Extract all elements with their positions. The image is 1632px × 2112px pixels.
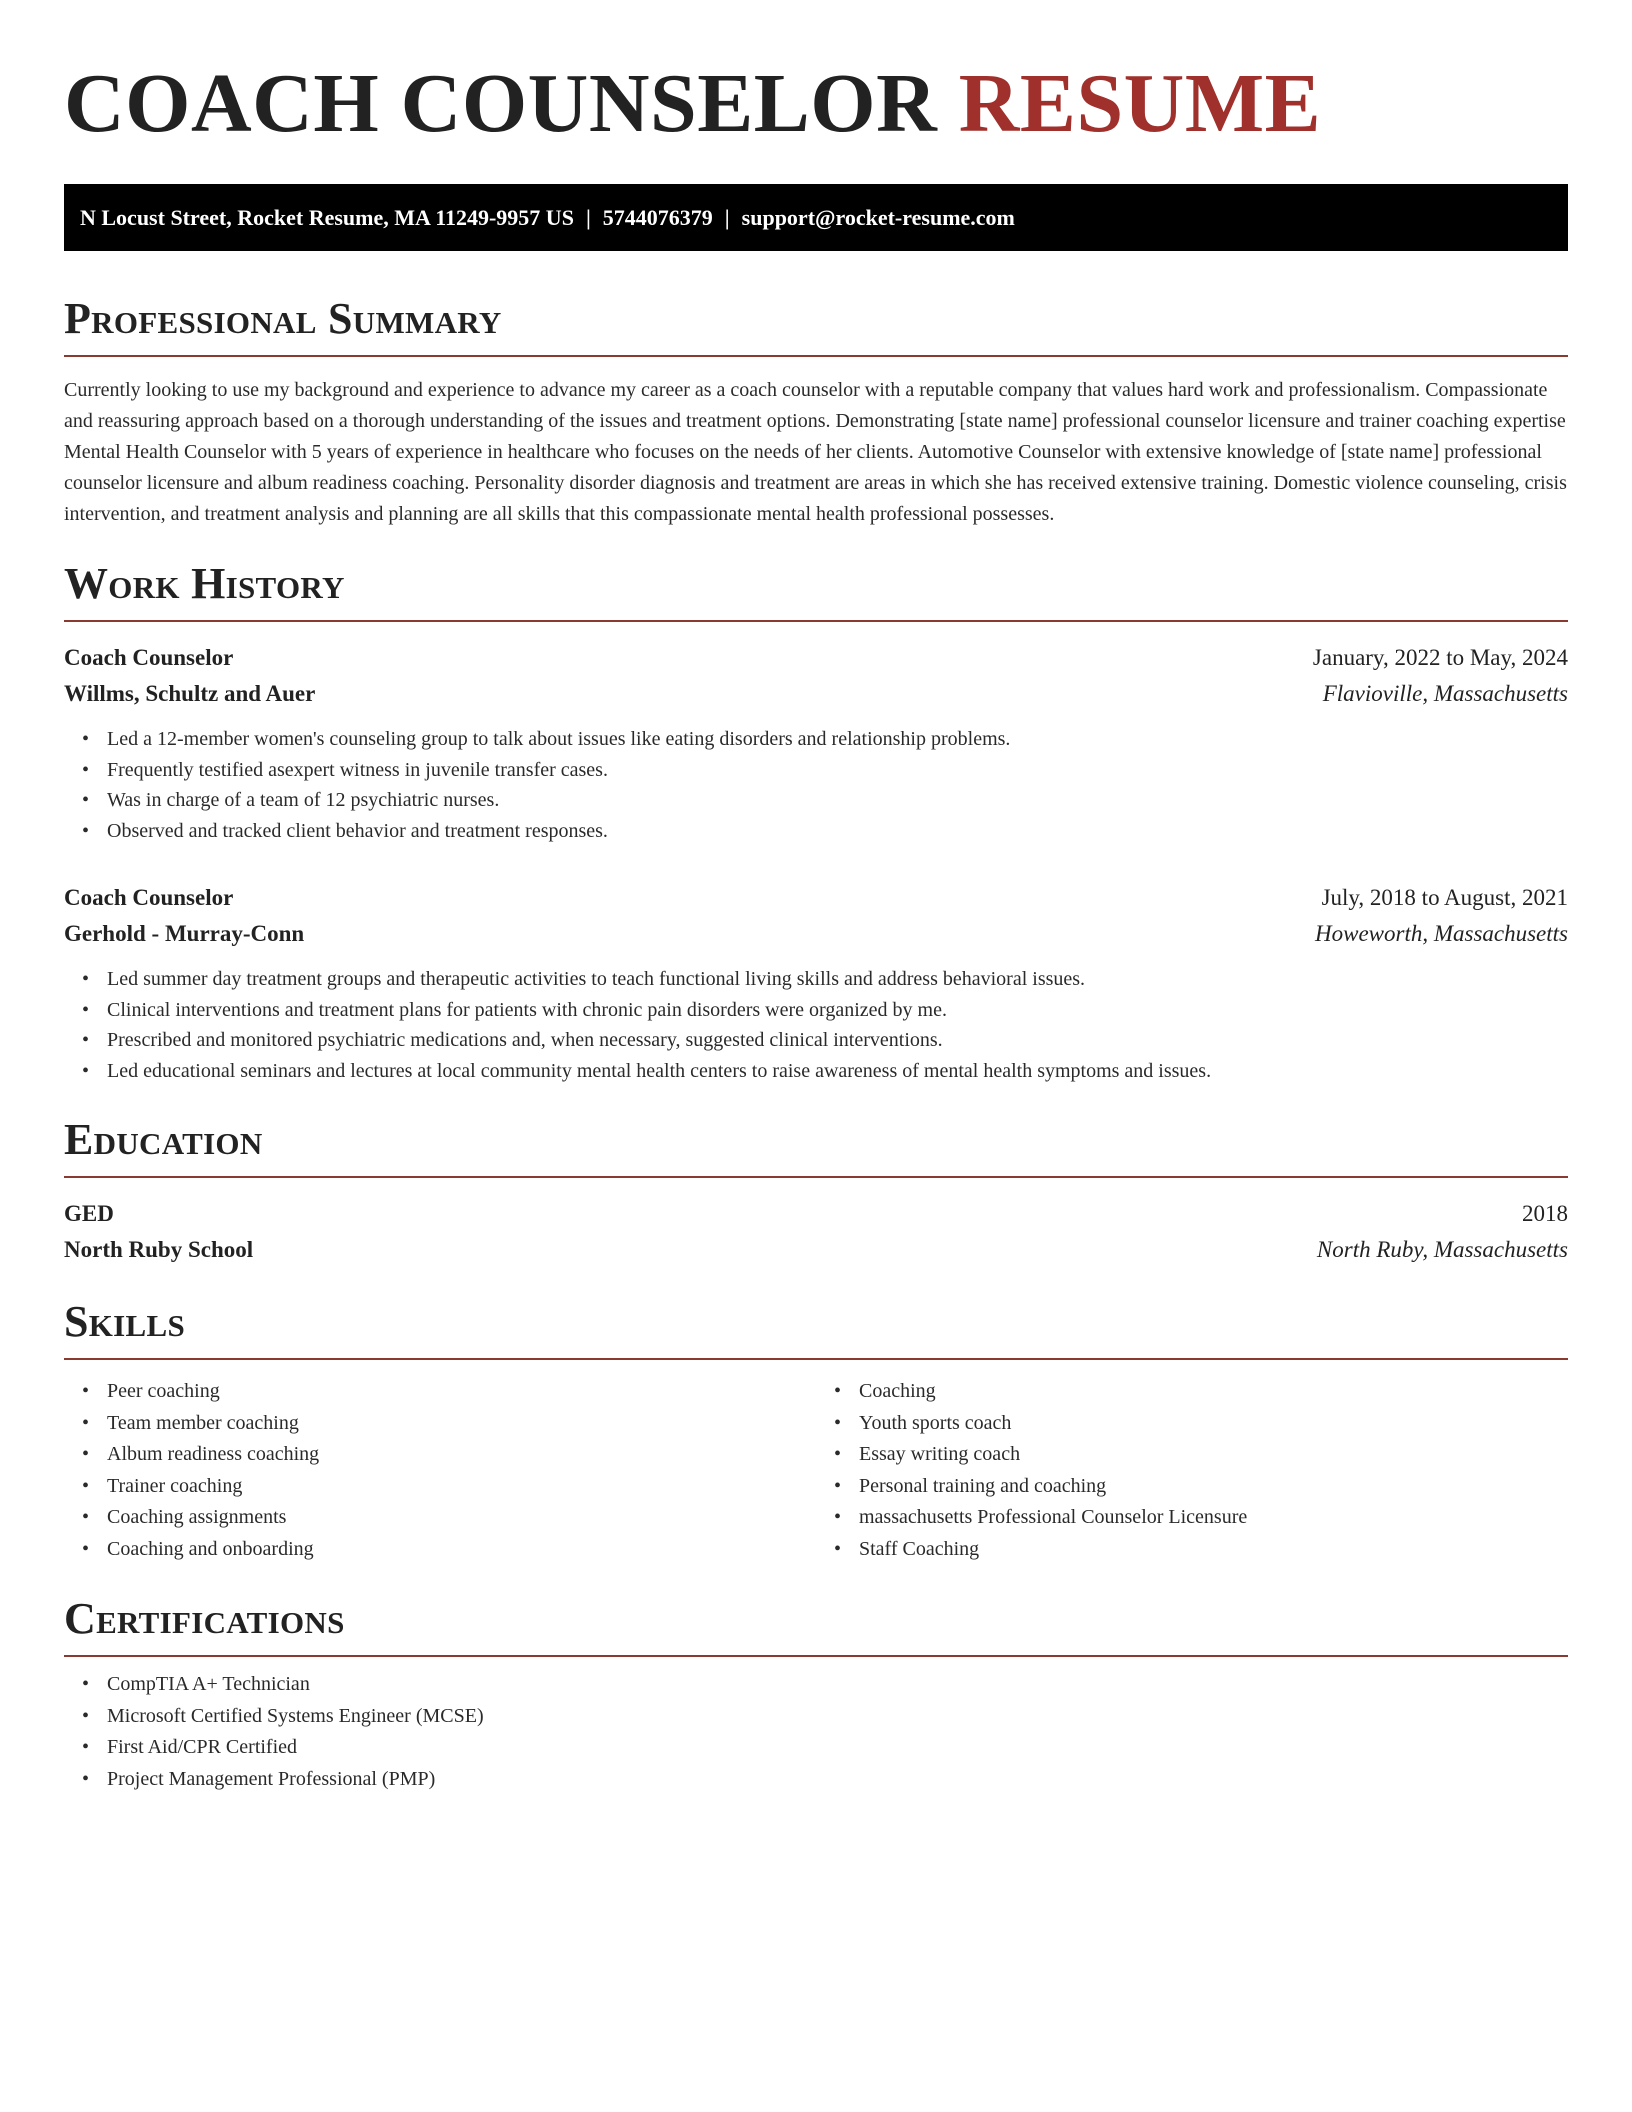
job-bullets (64, 964, 1568, 1086)
skill-item: • Youth sports coach (859, 1408, 1568, 1440)
education-entry (64, 1196, 1568, 1268)
summary-heading: Professional Summary (64, 294, 502, 343)
certifications-heading: Certifications (64, 1594, 345, 1643)
skills-grid (64, 1372, 1568, 1565)
skill-item: • Coaching (859, 1376, 1568, 1408)
section-divider (64, 1655, 1568, 1657)
job-bullet: • Clinical interventions and treatment plans for patients with chronic pain disorders were organized by me. (107, 995, 1568, 1026)
certification-item: • First Aid/CPR Certified (107, 1732, 1568, 1764)
title-accent: RESUME (958, 57, 1322, 150)
job-bullet: • Frequently testified asexpert witness in juvenile transfer cases. (107, 755, 1568, 786)
title-main: COACH COUNSELOR (64, 57, 938, 150)
job-location: Flavioville, Massachusetts (1322, 681, 1568, 706)
certification-item: • Microsoft Certified Systems Engineer (MCSE) (107, 1701, 1568, 1733)
certifications-list (64, 1669, 1568, 1795)
skills-column-right (816, 1372, 1568, 1565)
skill-item: • Team member coaching (107, 1408, 816, 1440)
education-location: North Ruby, Massachusetts (1316, 1237, 1568, 1262)
contact-bar (64, 184, 1568, 251)
job-dates: July, 2018 to August, 2021 (1321, 885, 1568, 910)
skill-item: • massachusetts Professional Counselor Licensure (859, 1502, 1568, 1534)
job-bullet: • Prescribed and monitored psychiatric medications and, when necessary, suggested clinical interventions. (107, 1025, 1568, 1056)
education-school: North Ruby School (64, 1237, 254, 1262)
work-history-heading: Work History (64, 559, 345, 608)
resume-title (64, 56, 1568, 152)
section-divider (64, 1358, 1568, 1360)
job-bullet: • Was in charge of a team of 12 psychiatric nurses. (107, 785, 1568, 816)
contact-email: support@rocket-resume.com (741, 205, 1015, 230)
job-company-row (64, 916, 1568, 952)
education-school-row (64, 1232, 1568, 1268)
job-bullets (64, 724, 1568, 846)
skill-item: • Trainer coaching (107, 1471, 816, 1503)
job-bullet: • Led summer day treatment groups and therapeutic activities to teach functional living skills and address behavioral issues. (107, 964, 1568, 995)
skills-heading: Skills (64, 1297, 186, 1346)
skill-item: • Essay writing coach (859, 1439, 1568, 1471)
job-bullet: • Observed and tracked client behavior and treatment responses. (107, 816, 1568, 847)
skills-list-left (64, 1376, 816, 1565)
contact-address: N Locust Street, Rocket Resume, MA 11249-9957 US (80, 205, 574, 230)
job-location: Howeworth, Massachusetts (1315, 921, 1568, 946)
job-bullet: • Led a 12-member women's counseling group to talk about issues like eating disorders and relationship problems. (107, 724, 1568, 755)
section-divider (64, 1176, 1568, 1178)
job-title-row (64, 640, 1568, 676)
job-entry (64, 640, 1568, 846)
skill-item: • Album readiness coaching (107, 1439, 816, 1471)
skill-item: • Peer coaching (107, 1376, 816, 1408)
job-title-row (64, 880, 1568, 916)
skill-item: • Personal training and coaching (859, 1471, 1568, 1503)
contact-separator: | (585, 205, 591, 230)
certification-item: • Project Management Professional (PMP) (107, 1764, 1568, 1796)
section-divider (64, 620, 1568, 622)
job-title: Coach Counselor (64, 645, 234, 670)
job-bullet: • Led educational seminars and lectures at local community mental health centers to raise awareness of mental health symptoms and issues. (107, 1056, 1568, 1087)
summary-text: Currently looking to use my background and experience to advance my career as a coach counselor with a reputable company that values hard work and professionalism. Compassionate and reassuring approach based on a thorough understanding of the issues and treatment options. Demonstrating [state name] professional counselor licensure and trainer coaching expertise Mental Health Counselor with 5 years of experience in healthcare who focuses on the needs of her clients. Automotive Counselor with extensive knowledge of [state name] professional counselor licensure and album readiness coaching. Personality disorder diagnosis and treatment are areas in which she has received extensive training. Domestic violence counseling, crisis intervention, and treatment analysis and planning are all skills that this compassionate mental health professional possesses. (64, 379, 1567, 525)
education-degree: GED (64, 1201, 114, 1226)
education-heading: Education (64, 1115, 263, 1164)
job-company-row (64, 676, 1568, 712)
contact-phone: 5744076379 (602, 205, 713, 230)
job-entry (64, 880, 1568, 1086)
job-company: Gerhold - Murray-Conn (64, 921, 305, 946)
contact-separator: | (724, 205, 730, 230)
summary-section (64, 293, 1568, 530)
job-dates: January, 2022 to May, 2024 (1312, 645, 1568, 670)
skill-item: • Coaching assignments (107, 1502, 816, 1534)
work-history-section (64, 558, 1568, 1086)
skills-section (64, 1296, 1568, 1565)
section-divider (64, 355, 1568, 357)
skills-column-left (64, 1372, 816, 1565)
education-section (64, 1114, 1568, 1268)
certifications-section (64, 1593, 1568, 1795)
certification-item: • CompTIA A+ Technician (107, 1669, 1568, 1701)
skill-item: • Staff Coaching (859, 1534, 1568, 1566)
job-company: Willms, Schultz and Auer (64, 681, 316, 706)
education-degree-row (64, 1196, 1568, 1232)
education-year: 2018 (1522, 1201, 1568, 1226)
skill-item: • Coaching and onboarding (107, 1534, 816, 1566)
skills-list-right (816, 1376, 1568, 1565)
job-title: Coach Counselor (64, 885, 234, 910)
